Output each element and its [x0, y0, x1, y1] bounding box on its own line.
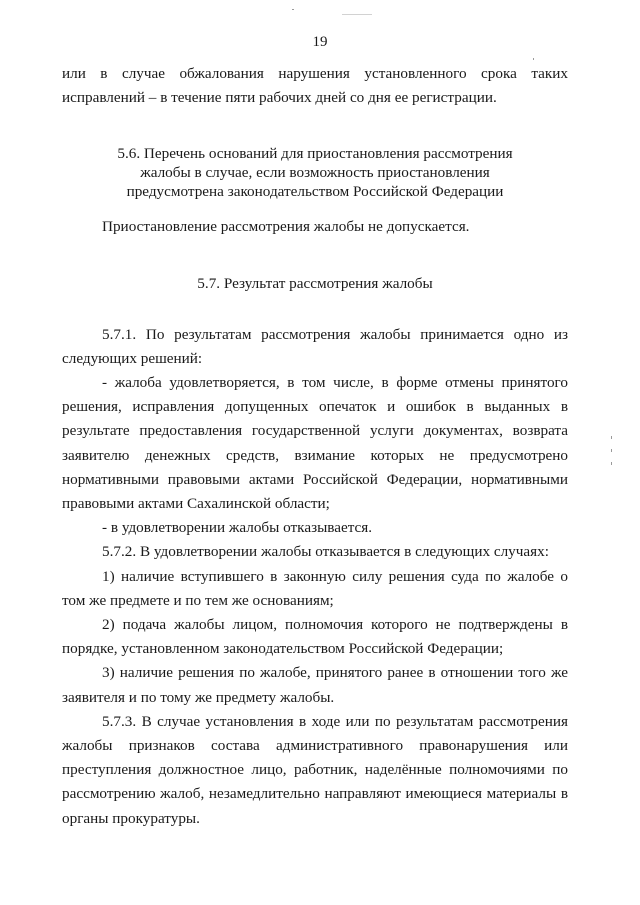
- scan-speck: [611, 436, 612, 439]
- scan-speck: [611, 462, 612, 465]
- page-number: 19: [312, 34, 328, 50]
- paragraph-case-3: 3) наличие решения по жалобе, принятого ранее в отношении того же заявителя и по тому же предмету жалобы.: [62, 664, 568, 706]
- scan-speck: [533, 58, 534, 60]
- intro-paragraph: или в случае обжалования нарушения установленного срока таких исправлений – в течение пяти рабочих дней со дня ее регистрации.: [62, 65, 568, 107]
- section-heading-5-6: [62, 144, 568, 201]
- paragraph-complaint-satisfied: - жалоба удовлетворяется, в том числе, в форме отмены принятого решения, исправления допущенных опечаток и ошибок в выданных в результате предоставления государственной услуги документах, возврата заявителю денежных средств, взимание которых не предусмотрено нормативными правовыми актами Российской Федерации, нормативными правовыми актами Сахалинской области;: [62, 374, 568, 513]
- section-heading-line: жалобы в случае, если возможность приостановления: [140, 164, 490, 182]
- paragraph-complaint-refused: - в удовлетворении жалобы отказывается.: [102, 519, 373, 537]
- section-heading-line: 5.7. Результат рассмотрения жалобы: [197, 274, 433, 292]
- document-body: [62, 62, 568, 831]
- paragraph-5-7-3: 5.7.3. В случае установления в ходе или по результатам рассмотрения жалобы признаков состава административного правонарушения или преступления должностное лицо, работник, наделённые полномочиями по рассмотрению жалоб, незамедлительно направляют имеющиеся материалы в органы прокуратуры.: [62, 712, 568, 827]
- scan-speck: [292, 9, 294, 10]
- paragraph-5-7-1: 5.7.1. По результатам рассмотрения жалобы принимается одно из следующих решений:: [62, 325, 568, 367]
- section-heading-5-7: [62, 274, 568, 293]
- paragraph-5-7-2: 5.7.2. В удовлетворении жалобы отказывается в следующих случаях:: [102, 543, 549, 561]
- section-heading-line: предусмотрена законодательством Российской Федерации: [126, 183, 504, 201]
- paragraph-case-2: 2) подача жалобы лицом, полномочия которого не подтверждены в порядке, установленном законодательством Российской Федерации;: [62, 616, 568, 658]
- paragraph-case-1: 1) наличие вступившего в законную силу решения суда по жалобе о том же предмете и по тем же основаниям;: [62, 567, 568, 609]
- scan-speck: [342, 14, 372, 15]
- suspension-paragraph: Приостановление рассмотрения жалобы не допускается.: [102, 218, 470, 236]
- scan-speck: [611, 449, 612, 452]
- section-heading-line: 5.6. Перечень оснований для приостановления рассмотрения: [117, 145, 513, 163]
